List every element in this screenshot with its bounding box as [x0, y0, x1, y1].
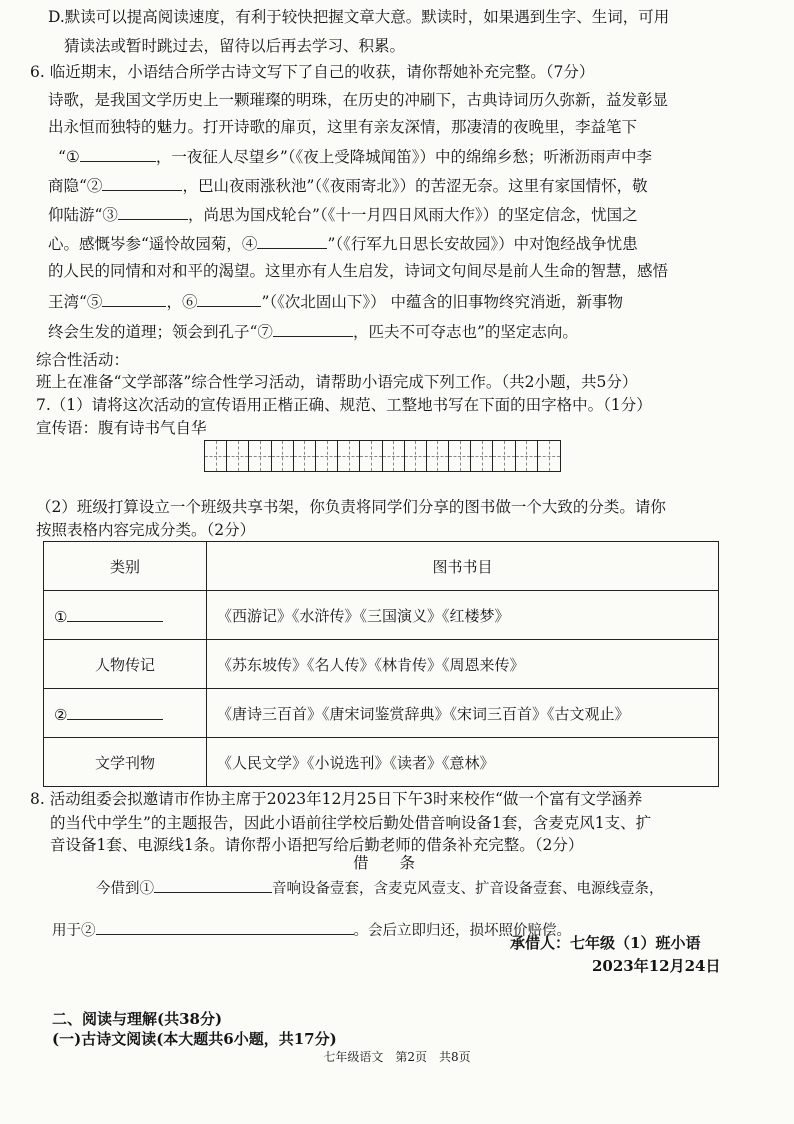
q6-text-line2: 诗歌，是我国文学历史上一颗璀璨的明珠，在历史的冲刷下，古典诗词历久弥新，益发彰显 [48, 91, 669, 109]
grid-cell[interactable] [360, 441, 382, 471]
q6-text-line7 [48, 232, 638, 255]
grid-cell[interactable] [471, 441, 493, 471]
q6-text-line3: 出永恒而独特的魅力。打开诗歌的扉页，这里有亲友深情，那凄清的夜晚里，李益笔下 [48, 118, 638, 136]
q6-text-line5 [48, 174, 648, 197]
category-cell: 文学刊物 [44, 738, 207, 787]
q8-line3: 音设备1套、电源线1条。请你帮小语把写给后勤老师的借条补充完整。（2分） [50, 836, 584, 854]
q6-line9-rest: ”（《次北固山下》） 中蕴含的旧事物终究消逝，新事物 [261, 293, 624, 311]
book-list-cell: 《唐诗三百首》《唐宋词鉴赏辞典》《宋词三百首》《古文观止》 [207, 689, 719, 738]
category-cell: 人物传记 [44, 640, 207, 689]
option-d-line1: D.默读可以提高阅读速度，有利于较快把握文章大意。默读时，如果遇到生字、生词，可用 [48, 8, 670, 26]
q6-blank-1[interactable] [80, 145, 156, 162]
section-two-title: 二、阅读与理解(共38分) [52, 1010, 223, 1028]
note-blank-1[interactable] [154, 876, 272, 893]
category-blank-1[interactable] [67, 605, 163, 622]
q6-line7-rest: ”（《行军九日思长安故园》）中对饱经战争忧患 [327, 235, 638, 253]
grid-cell[interactable] [516, 441, 538, 471]
note-blank1-prefix: 今借到① [96, 881, 154, 897]
header-books: 图书书目 [207, 542, 719, 591]
activity-heading: 综合性活动： [36, 351, 130, 369]
grid-cell[interactable] [427, 441, 449, 471]
q7-part2-line2: 按照表格内容完成分类。（2分） [36, 521, 256, 539]
note-title: 借 条 [353, 854, 416, 872]
activity-intro: 班上在准备“文学部落”综合性学习活动，请帮助小语完成下列工作。（共2小题，共5分） [36, 373, 638, 391]
q6-blank2-prefix: 商隐“② [48, 177, 103, 195]
category-blank-label: ② [54, 705, 68, 724]
table-row [44, 591, 719, 640]
grid-cell[interactable] [316, 441, 338, 471]
q6-line4-rest: ，一夜征人尽望乡”（《夜上受降城闻笛》）中的绵绵乡愁；听淅沥雨声中李 [155, 148, 653, 166]
q6-blank-5[interactable] [102, 290, 166, 307]
note-blank2-prefix: 用于② [52, 923, 96, 939]
table-header-row [44, 542, 719, 591]
slogan-label: 宣传语：腹有诗书气自华 [36, 419, 207, 437]
grid-cell[interactable] [272, 441, 294, 471]
grid-cell[interactable] [538, 441, 560, 471]
grid-cell[interactable] [449, 441, 471, 471]
q6-blank-6[interactable] [197, 290, 261, 307]
note-line1-rest: 音响设备壹套，含麦克风壹支、扩音设备壹套、电源线壹条， [272, 881, 664, 897]
book-list-cell: 《人民文学》《小说选刊》《读者》《意林》 [207, 738, 719, 787]
header-category: 类别 [44, 542, 207, 591]
grid-cell[interactable] [227, 441, 249, 471]
q6-blank1-prefix: “① [58, 148, 80, 166]
grid-cell[interactable] [383, 441, 405, 471]
q6-blank-3[interactable] [118, 203, 188, 220]
q6-text-line4 [58, 145, 652, 168]
q6-text-line6 [48, 203, 638, 226]
section-two-subtitle: (一)古诗文阅读(本大题共6小题，共17分) [52, 1030, 337, 1048]
q6-text-line8: 的人民的同情和对和平的渴望。这里亦有人生启发，诗词文句间尽是前人生命的智慧，感悟 [48, 262, 669, 280]
note-blank-2[interactable] [96, 918, 354, 935]
grid-cell[interactable] [205, 441, 227, 471]
option-d-line2: 猜读法或暂时跳过去，留待以后再去学习、积累。 [64, 37, 406, 55]
q7-part1-prompt: 7.（1）请将这次活动的宣传语用正楷正确、规范、工整地书写在下面的田字格中。（1分） [36, 396, 652, 414]
note-line1 [96, 876, 664, 900]
category-blank-label: ① [54, 607, 68, 626]
q6-line6-rest: ，尚思为国戍轮台”（《十一月四日风雨大作》）的坚定信念，忧国之 [187, 206, 638, 224]
page-footer: 七年级语文 第2页 共8页 [323, 1050, 471, 1064]
q6-blank5-prefix: 王湾“⑤ [48, 293, 103, 311]
category-blank-cell[interactable] [44, 591, 207, 640]
q6-blank7-prefix: 终会生发的道理；领会到孔子“⑦ [48, 323, 273, 341]
q6-line10-rest: ，匹夫不可夺志也”的坚定志向。 [352, 323, 578, 341]
note-signer: 承借人：七年级（1）班小语 [510, 934, 701, 952]
grid-cell[interactable] [493, 441, 515, 471]
grid-cell[interactable] [249, 441, 271, 471]
category-blank-cell[interactable] [44, 689, 207, 738]
table-row [44, 640, 719, 689]
q6-blank6-prefix: ，⑥ [166, 293, 198, 311]
q6-blank-7[interactable] [273, 320, 353, 337]
note-line2 [52, 918, 571, 942]
q6-blank4-prefix: 心。感慨岑参“遥怜故园菊，④ [48, 235, 258, 253]
q8-line1: 8. 活动组委会拟邀请市作协主席于2023年12月25日下午3时来校作“做一个富有文学涵养 [30, 790, 643, 808]
q6-text-line9 [48, 290, 623, 313]
q6-blank3-prefix: 仰陆游“③ [48, 206, 118, 224]
book-classification-table [43, 541, 719, 787]
grid-cell[interactable] [405, 441, 427, 471]
book-list-cell: 《苏东坡传》《名人传》《林肯传》《周恩来传》 [207, 640, 719, 689]
note-date: 2023年12月24日 [592, 957, 721, 975]
tianzige-grid[interactable] [204, 440, 561, 472]
q6-line5-rest: ，巴山夜雨涨秋池”（《夜雨寄北》）的苦涩无奈。这里有家国情怀，敬 [182, 177, 648, 195]
category-blank-2[interactable] [67, 703, 163, 720]
q7-part2-line1: （2）班级打算设立一个班级共享书架，你负责将同学们分享的图书做一个大致的分类。请你 [36, 498, 666, 516]
q6-prompt: 6. 临近期末，小语结合所学古诗文写下了自己的收获，请你帮她补充完整。（7分） [30, 63, 595, 81]
grid-cell[interactable] [294, 441, 316, 471]
table-row [44, 689, 719, 738]
q6-text-line10 [48, 320, 578, 343]
note-line2-rest: 。会后立即归还，损坏照价赔偿。 [353, 923, 571, 939]
book-list-cell: 《西游记》《水浒传》《三国演义》《红楼梦》 [207, 591, 719, 640]
q6-blank-4[interactable] [257, 232, 327, 249]
table-row [44, 738, 719, 787]
q8-line2: 的当代中学生”的主题报告，因此小语前往学校后勤处借音响设备1套，含麦克风1支、扩 [50, 814, 652, 832]
grid-cell[interactable] [338, 441, 360, 471]
q6-blank-2[interactable] [102, 174, 182, 191]
